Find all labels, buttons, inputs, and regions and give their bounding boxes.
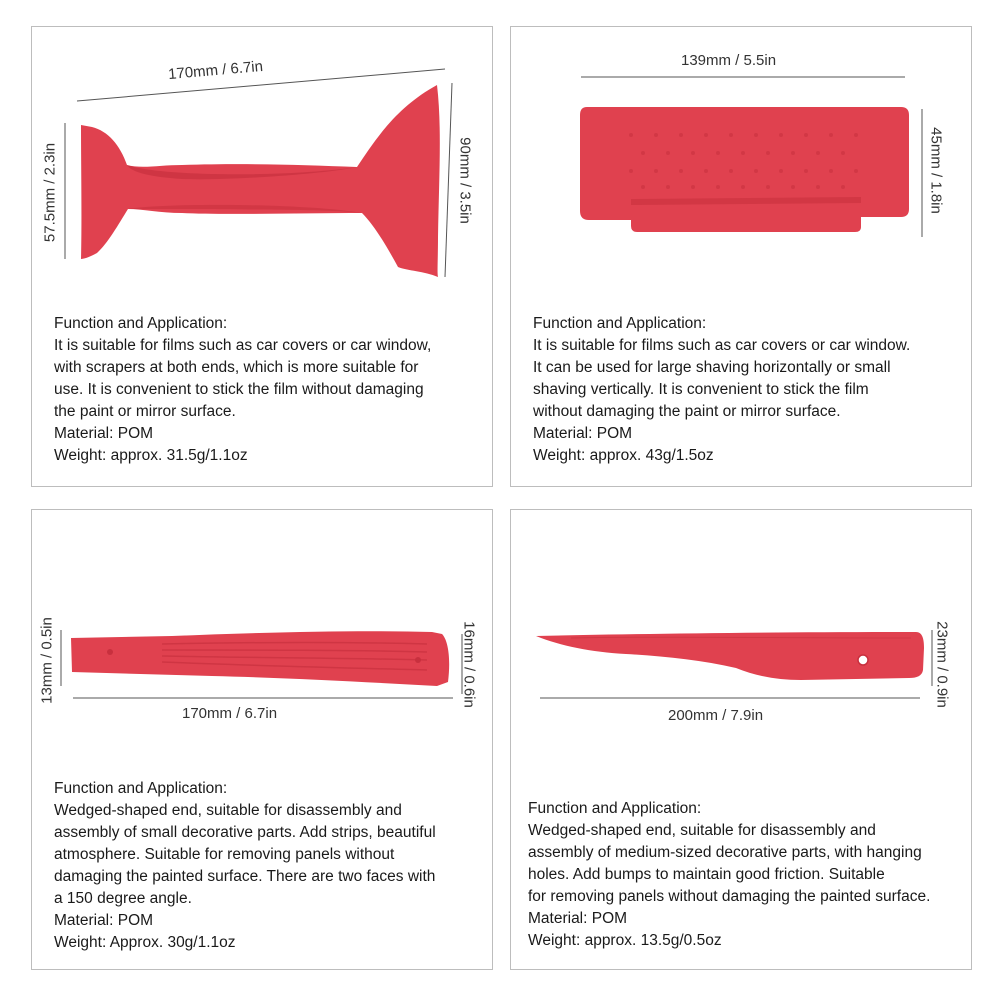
weight-text: Weight: approx. 43g/1.5oz: [533, 447, 714, 464]
description-line: for removing panels without damaging the painted surface.: [528, 888, 931, 905]
description-line: assembly of medium-sized decorative parts, with hanging: [528, 844, 922, 861]
description-line: Wedged-shaped end, suitable for disassembly and: [54, 802, 402, 819]
dimension-height-left-label: 57.5mm / 2.3in: [41, 142, 59, 243]
description-line: It is suitable for films such as car covers or car window,: [54, 337, 432, 354]
hook-pry-tool-image: [511, 510, 971, 730]
description-heading: Function and Application:: [533, 315, 707, 332]
description-line: with scrapers at both ends, which is more suitable for: [54, 359, 419, 376]
product-description: [54, 778, 436, 954]
product-card-double-scraper: [31, 26, 493, 487]
description-heading: Function and Application:: [54, 315, 228, 332]
description-heading: Function and Application:: [54, 780, 228, 797]
dimension-length-label: 170mm / 6.7in: [182, 705, 278, 722]
dimension-length-label: 200mm / 7.9in: [668, 707, 764, 724]
description-heading: Function and Application:: [528, 800, 702, 817]
description-line: without damaging the paint or mirror surface.: [533, 403, 841, 420]
dimension-thickness-left-label: 13mm / 0.5in: [38, 617, 56, 704]
material-text: Material: POM: [533, 425, 633, 442]
dimension-height-label: 45mm / 1.8in: [927, 127, 945, 214]
flat-scraper-image: [511, 27, 971, 327]
dimension-length-label: 139mm / 5.5in: [681, 52, 777, 69]
description-line: It is suitable for films such as car covers or car window.: [533, 337, 911, 354]
description-line: atmosphere. Suitable for removing panels without: [54, 846, 395, 863]
description-line: It can be used for large shaving horizontally or small: [533, 359, 891, 376]
description-line: holes. Add bumps to maintain good friction. Suitable: [528, 866, 885, 883]
product-card-wedge-strip-tool: [31, 509, 493, 970]
weight-text: Weight: approx. 31.5g/1.1oz: [54, 447, 248, 464]
product-description: [533, 313, 910, 467]
description-line: damaging the painted surface. There are two faces with: [54, 868, 436, 885]
material-text: Material: POM: [528, 910, 628, 927]
material-text: Material: POM: [54, 912, 154, 929]
description-line: shaving vertically. It is convenient to stick the film: [533, 381, 869, 398]
wedge-strip-tool-image: [32, 510, 492, 730]
weight-text: Weight: approx. 13.5g/0.5oz: [528, 932, 722, 949]
dimension-height-label: 23mm / 0.9in: [933, 621, 951, 708]
dimension-height-right-label: 90mm / 3.5in: [456, 137, 474, 224]
product-description: [54, 313, 431, 467]
weight-text: Weight: Approx. 30g/1.1oz: [54, 934, 236, 951]
product-card-hook-pry-tool: [510, 509, 972, 970]
description-line: assembly of small decorative parts. Add strips, beautiful: [54, 824, 436, 841]
description-line: Wedged-shaped end, suitable for disassembly and: [528, 822, 876, 839]
dimension-length-label: 170mm / 6.7in: [167, 57, 264, 84]
description-line: the paint or mirror surface.: [54, 403, 236, 420]
product-description: [528, 798, 930, 952]
product-card-flat-scraper: [510, 26, 972, 487]
material-text: Material: POM: [54, 425, 154, 442]
description-line: a 150 degree angle.: [54, 890, 192, 907]
description-line: use. It is convenient to stick the film without damaging: [54, 381, 424, 398]
dimension-thickness-right-label: 16mm / 0.6in: [460, 621, 478, 708]
